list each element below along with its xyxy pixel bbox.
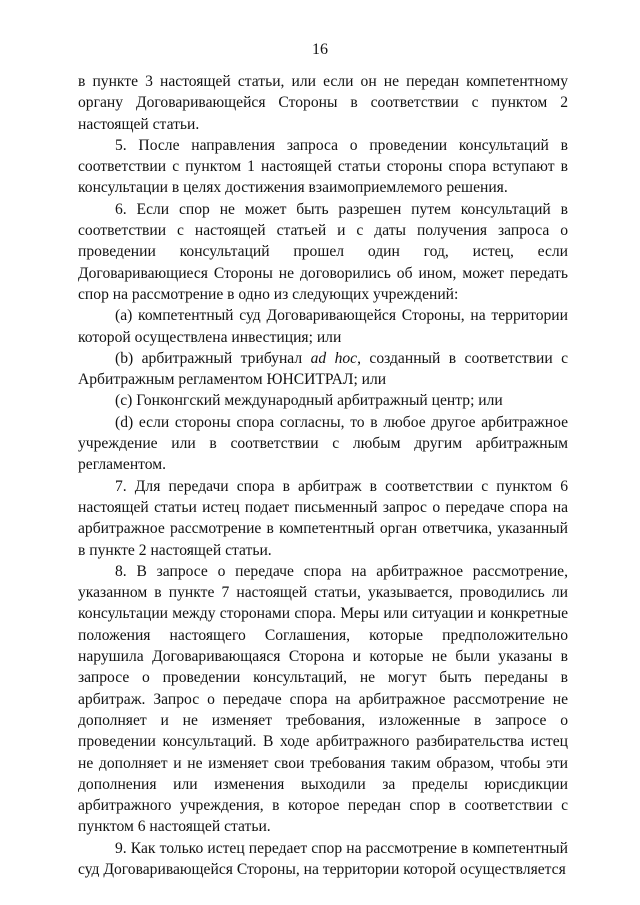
paragraph-9: 9. Как только истец передает спор на рассмотрение в компетентный суд Договаривающейся Стороны, на территории которой осуществляется: [78, 839, 568, 878]
paragraph-6d: (d) если стороны спора согласны, то в любое другое арбитражное учреждение или в соответствии с любым другим арбитражным регламентом.: [78, 413, 568, 474]
paragraph-6b-italic: ad hoc: [310, 349, 358, 367]
paragraph-6a: (а) компетентный суд Договаривающейся Стороны, на территории которой осуществлена инвестиция; или: [78, 307, 568, 346]
paragraph-6b: [78, 348, 568, 391]
paragraph-continuation: в пункте 3 настоящей статьи, или если он не передан компетентному органу Договаривающейся Стороны в соответствии с пунктом 2 настоящей статьи.: [78, 73, 568, 133]
document-body: [78, 71, 568, 880]
paragraph-5: 5. После направления запроса о проведении консультаций в соответствии с пунктом 1 настоящей статьи стороны спора вступают в консультации в целях достижения взаимоприемлемого решения.: [78, 136, 568, 197]
page-number: 16: [312, 41, 328, 58]
paragraph-8: 8. В запросе о передаче спора на арбитражное рассмотрение, указанном в пункте 7 настоящей статьи, указывается, проводились ли консультации между сторонами спора. Меры или ситуации и конкретные положения настоящего Соглашения, которые предположительно нарушила Договаривающаяся Сторона и которые не были указаны в запросе о проведении консультаций, не могут быть переданы в арбитраж. Запрос о передаче спора на арбитражное рассмотрение не дополняет и не изменяет требования, изложенные в запросе о проведении консультаций. В ходе арбитражного разбирательства истец не дополняет и не изменяет свои требования таким образом, чтобы эти дополнения или изменения выходили за пределы юрисдикции арбитражного учреждения, в которое передан спор в соответствии с пунктом 6 настоящей статьи.: [78, 562, 568, 836]
paragraph-6b-text-before: (b) арбитражный трибунал: [115, 349, 311, 367]
paragraph-6: 6. Если спор не может быть разрешен путем консультаций в соответствии с настоящей статьей и с даты получения запроса о проведении консультаций прошел один год, истец, если Договаривающиеся Стороны не договорились об ином, может передать спор на рассмотрение в одно из следующих учреждений:: [78, 200, 568, 303]
paragraph-7: 7. Для передачи спора в арбитраж в соответствии с пунктом 6 настоящей статьи истец подает письменный запрос о передаче спора на арбитражное рассмотрение в компетентный орган ответчика, указанный в пункте 2 настоящей статьи.: [78, 477, 568, 559]
paragraph-6b-text-after: , созданный в соответствии с Арбитражным регламентом ЮНСИТРАЛ; или: [78, 349, 568, 389]
paragraph-6c: (с) Гонконгский международный арбитражный центр; или: [115, 392, 503, 410]
